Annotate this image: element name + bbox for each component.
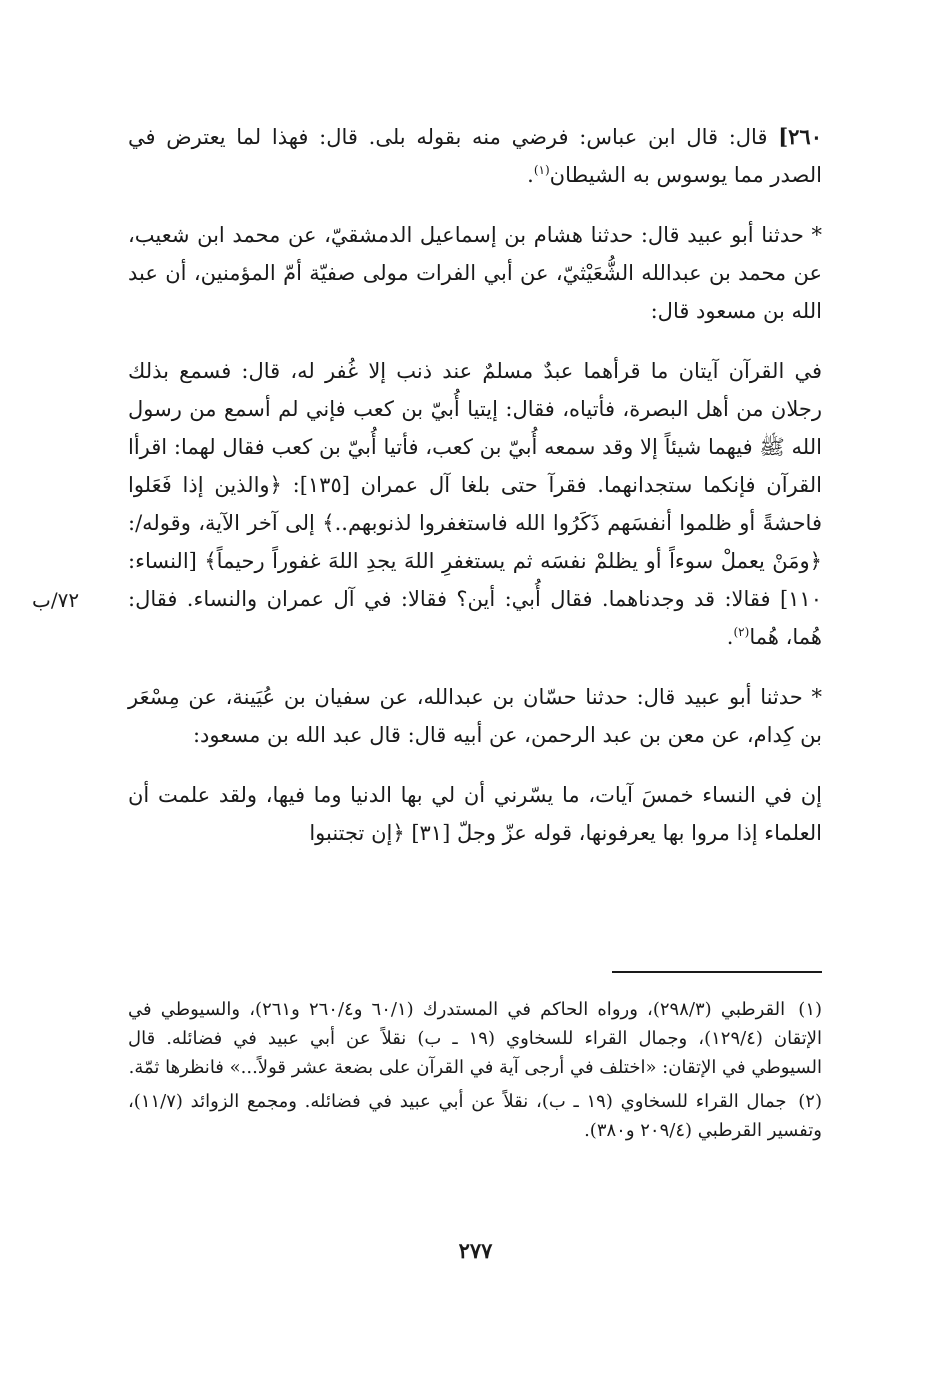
main-text [128,118,822,852]
paragraph-text: حدثنا أبو عبيد قال: حدثنا حسّان بن عبدالله، عن سفيان بن عُيَينة، عن مِسْعَر بن كِدام، عن معن بن عبد الرحمن، عن أبيه قال: قال عبد الله بن مسعود: [128,685,822,747]
page-number: ٢٧٧ [458,1238,493,1263]
footnote-marker-1[interactable]: (١) [533,163,550,177]
paragraph-260: ٢٦٠] قال: قال ابن عباس: فرضي منه بقوله بلى. قال: فهذا لما يعترض في الصدر مما يوسوس به الشيطان$^{(١)}$. [128,124,822,187]
hadith-paragraph-1: في القرآن آيتان ما قرأهما عبدٌ مسلمٌ عند ذنب إلا غُفر له، قال: فسمع بذلك رجلان من أهل البصرة، فأتياه، فقال: إيتيا أُبيّ بن كعب فإني لم أسمع من رسول الله ﷺ فيهما شيئاً إلا وقد سمعه أُبيّ بن كعب، فأتيا أُبيّ بن كعب فقال لهما: اقرأا القرآن فإنكما ستجدانهما. فقرآ حتى بلغا آل عمران [١٣٥]: ﴿والذين إذا فَعَلوا فاحشةً أو ظلموا أنفسَهم ذَكَرُوا الله فاستغفروا لذنوبهم..﴾ إلى آخر الآية، وقوله/: ﴿ومَنْ يعملْ سوءاً أو يظلمْ نفسَه ثم يستغفرِ اللهَ يجدِ اللهَ غفوراً رحيماً﴾ [النساء: ١١٠] فقالا: قد وجدناهما. فقال أُبي: أين؟ فقالا: في آل عمران والنساء. فقال: هُما، هُما$^{(٢)}$. [128,359,822,649]
footnote-marker-2[interactable]: (٢) [733,625,750,639]
footnote-number: (٢) [798,1091,822,1112]
asterisk-marker: * [811,223,822,247]
paragraph-text: قال: قال ابن عباس: فرضي منه بقوله بلى. قال: فهذا لما يعترض في الصدر مما يوسوس به الشيطان [128,125,822,187]
margin-reference: ٧٢/ب [32,588,80,612]
isnad-paragraph-1 [128,216,822,330]
hadith-number: ٢٦٠] [778,124,822,149]
paragraph-text: حدثنا أبو عبيد قال: حدثنا هشام بن إسماعيل الدمشقيّ، عن محمد ابن شعيب، عن محمد بن عبدالله الشُّعَيْثيّ، عن أبي الفرات مولى صفيّة أمّ المؤمنين، أن عبد الله بن مسعود قال: [128,223,822,323]
footnote-1 [128,995,822,1082]
hadith-paragraph-2 [128,776,822,852]
asterisk-marker: * [811,685,822,709]
footnote-number: (١) [798,999,823,1020]
footnotes [128,995,822,1150]
footnote-text: القرطبي (٢٩٨/٣)، ورواه الحاكم في المستدرك (٦٠/١ و٢٦٠/٤ و٢٦١)، والسيوطي في الإتقان (١٢٩/٤)، وجمال القراء للسخاوي (١٩ ـ ب) نقلاً عن أبي عبيد في فضائله. قال السيوطي في الإتقان: «اختلف في أرجى آية في القرآن على بضعة عشر قولاً...» فانظرها ثمّة. [128,999,822,1078]
footnote-divider [612,971,822,973]
paragraph-text: إن في النساء خمسَ آيات، ما يسّرني أن لي بها الدنيا وما فيها، ولقد علمت أن العلماء إذا مروا بها يعرفونها، قوله عزّ وجلّ [٣١] ﴿إن تجتنبوا [128,783,822,845]
isnad-paragraph-2 [128,678,822,754]
paragraph-text: في القرآن آيتان ما قرأهما عبدٌ مسلمٌ عند ذنب إلا غُفر له، قال: فسمع بذلك رجلان من أهل البصرة، فأتياه، فقال: إيتيا أُبيّ بن كعب فإني لم أسمع من رسول الله ﷺ فيهما شيئاً إلا وقد سمعه أُبيّ بن كعب، فأتيا أُبيّ بن كعب فقال لهما: اقرأا القرآن فإنكما ستجدانهما. فقرآ حتى بلغا آل عمران [١٣٥]: ﴿والذين إذا فَعَلوا فاحشةً أو ظلموا أنفسَهم ذَكَرُوا الله فاستغفروا لذنوبهم..﴾ إلى آخر الآية، وقوله/: ﴿ومَنْ يعملْ سوءاً أو يظلمْ نفسَه ثم يستغفرِ اللهَ يجدِ اللهَ غفوراً رحيماً﴾ [النساء: ١١٠] فقالا: قد وجدناهما. فقال أُبي: أين؟ فقالا: في آل عمران والنساء. فقال: هُما، هُما [128,359,822,649]
footnote-2 [128,1087,822,1145]
footnote-text: جمال القراء للسخاوي (١٩ ـ ب)، نقلاً عن أبي عبيد في فضائله. ومجمع الزوائد (١١/٧)، وتفسير القرطبي (٢٠٩/٤ و٣٨٠). [128,1091,822,1141]
